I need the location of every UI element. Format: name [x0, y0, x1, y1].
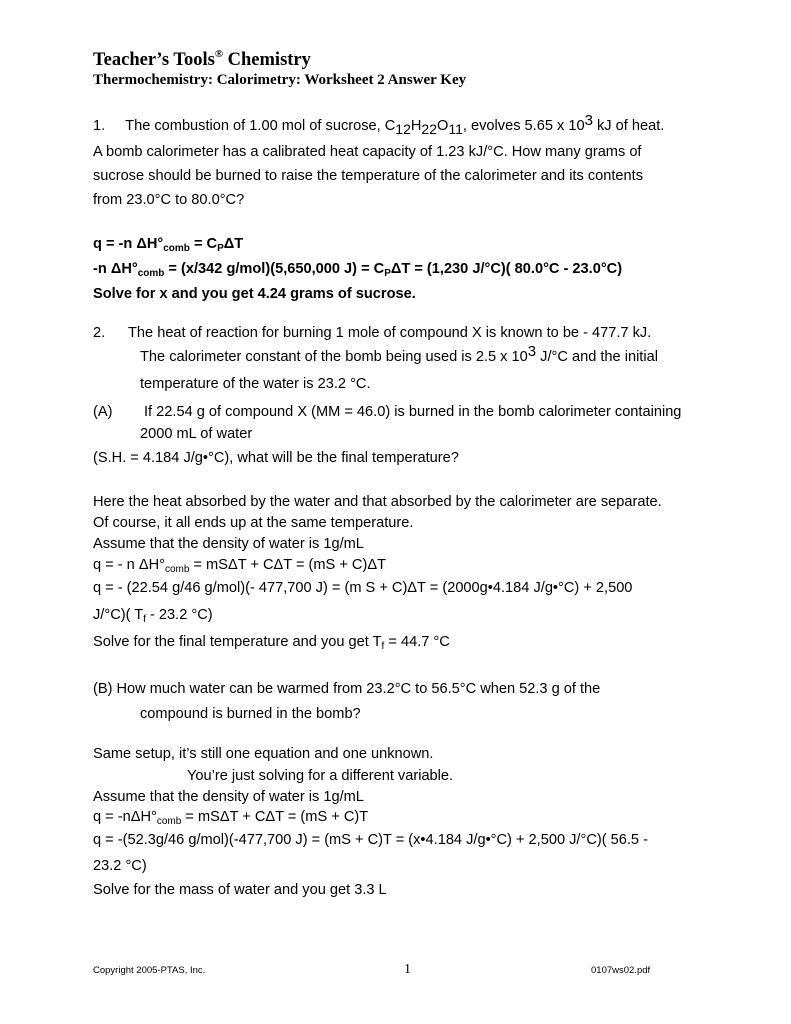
q1-line3: sucrose should be burned to raise the temperature of the calorimeter and its contents	[93, 168, 644, 184]
q2-line1: The heat of reaction for burning 1 mole of compound X is known to be - 477.7 kJ.	[128, 325, 652, 341]
q2a-answer-line6: J/°C)( $T_f - 23.2$ °C)	[93, 607, 213, 625]
q2b-answer-line6: 23.2 °C)	[93, 858, 147, 874]
q2a-line2: 2000 mL of water	[140, 426, 253, 442]
q1-line2: A bomb calorimeter has a calibrated heat capacity of 1.23 kJ/°C. How many grams of	[93, 144, 642, 160]
q2-number: 2.	[93, 325, 106, 341]
page-title: Teacher’s Tools® Chemistry	[93, 48, 311, 70]
q1-answer-line3: Solve for x and you get 4.24 grams of sucrose.	[93, 286, 416, 302]
q2b-answer-line5: q = -(52.3g/46 g/mol)(-477,700 J) = (mS + C)T = (x•4.184 J/g•°C) + 2,500 J/°C)( 56.5 -	[93, 832, 648, 848]
q2a-answer-line4: q = - n $\Delta H^\circ_{comb} = mS\Delta T + C\Delta T = (mS + C)\Delta T$	[93, 557, 386, 575]
page-subtitle: Thermochemistry: Calorimetry: Worksheet 2 Answer Key	[93, 72, 467, 88]
q2b-answer-line2: You’re just solving for a different variable.	[187, 768, 454, 784]
q2b-answer-line7: Solve for the mass of water and you get 3.3 L	[93, 882, 387, 898]
q1-answer-line2: -n $\Delta H^\circ_{comb} = (x/342$ g/mol)(5,650,000 $J) = C_P\Delta T = (1,230$ J/°C)( 80.0°C - 23.0°C)	[93, 261, 623, 279]
q2-line3: temperature of the water is 23.2 °C.	[140, 376, 371, 392]
footer-filename: 0107ws02.pdf	[591, 965, 651, 976]
page-number: 1	[404, 962, 411, 977]
q2a-line1: If 22.54 g of compound X (MM = 46.0) is burned in the bomb calorimeter containing	[144, 404, 682, 420]
q2b-line2: compound is burned in the bomb?	[140, 706, 361, 722]
q2b-answer-line4: $q = -n\Delta H^\circ_{comb} = mS\Delta T + C\Delta T = (mS + C)T$	[93, 809, 369, 827]
q2a-answer-line1: Here the heat absorbed by the water and that absorbed by the calorimeter are separate.	[93, 494, 662, 510]
q2a-answer-line7: Solve for the final temperature and you get $T_f = 44.7$ °C	[93, 634, 450, 652]
footer-copyright: Copyright 2005-PTAS, Inc.	[93, 965, 206, 976]
q2a-label: (A)	[93, 404, 113, 420]
q2-line2: The calorimeter constant of the bomb being used is 2.5 x 103 J/°C and the initial	[140, 343, 658, 365]
q2a-answer-line2: Of course, it all ends up at the same temperature.	[93, 515, 414, 531]
q2b-answer-line1: Same setup, it’s still one equation and one unknown.	[93, 746, 434, 762]
q2a-line3: (S.H. = 4.184 J/g•°C), what will be the final temperature?	[93, 450, 459, 466]
q1-answer-line1: q = -n $\Delta H^\circ_{comb} = C_P\Delta T$	[93, 236, 244, 254]
q2a-answer-line3: Assume that the density of water is 1g/mL	[93, 536, 364, 552]
q2b-answer-line3: Assume that the density of water is 1g/mL	[93, 789, 364, 805]
q2a-answer-line5: q = - (22.54 g/46 g/mol)(- 477,700 J) = (m S + C)ΔT = (2000g•4.184 J/g•°C) + 2,500	[93, 580, 633, 596]
q1-line4: from 23.0°C to 80.0°C?	[93, 192, 245, 208]
q1-line1: 1. The combustion of 1.00 mol of sucrose, C12H22O11, evolves 5.65 x 103 kJ of heat.	[93, 112, 665, 137]
q2b-line1: (B) How much water can be warmed from 23.2°C to 56.5°C when 52.3 g of the	[93, 681, 601, 697]
